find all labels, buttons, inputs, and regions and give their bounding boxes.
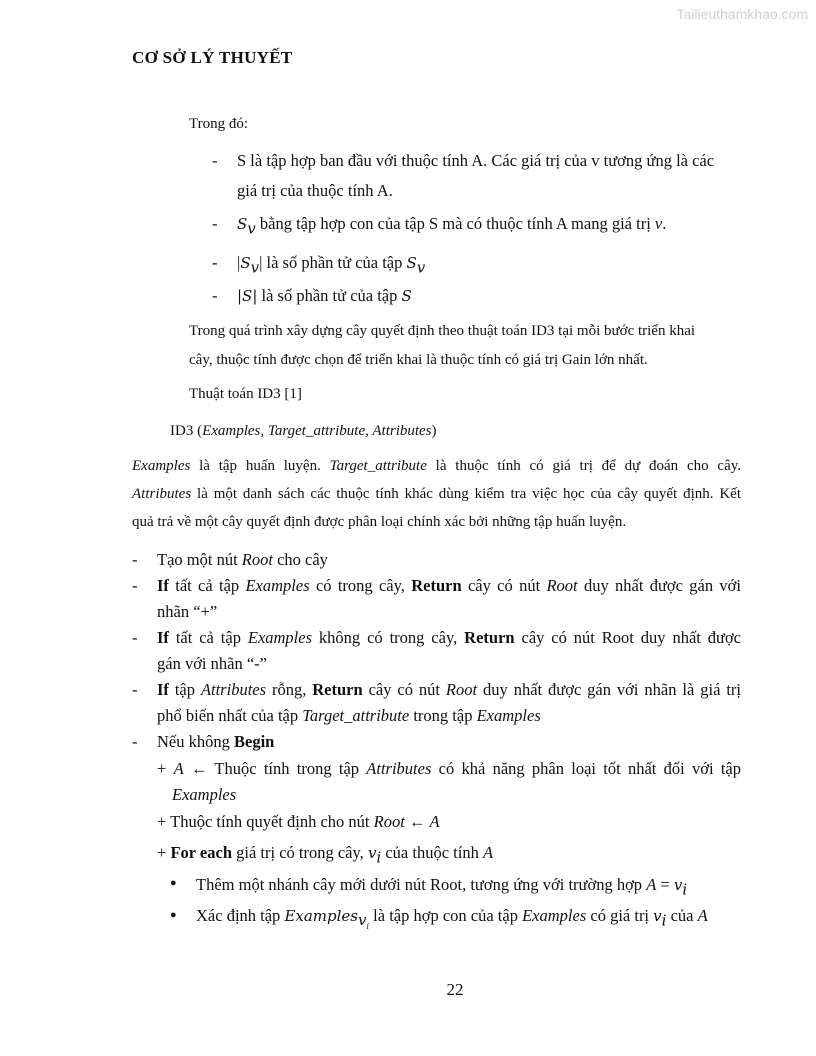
sub-vi: vi xyxy=(358,911,370,932)
step-dash: - xyxy=(132,628,138,647)
definition-text: là số phần tử của tập xyxy=(262,253,407,272)
definition-abs-sv xyxy=(237,253,425,276)
list-dash: - xyxy=(212,286,218,305)
list-dash: - xyxy=(212,253,218,272)
definition-text: bằng tập hợp con của tập S mà có thuộc tính A mang giá trị xyxy=(255,214,655,233)
step-if-attributes-empty: If tập Attributes rỗng, Return cây có nút Root duy nhất được gán với nhãn là giá trị xyxy=(157,680,741,699)
math-sub-v: v xyxy=(250,258,260,277)
page-number: 22 xyxy=(446,980,464,999)
math-sub-v: v xyxy=(416,258,426,277)
math-s: S xyxy=(406,254,417,272)
intro-text: Trong đó: xyxy=(189,116,249,132)
paragraph-line2: cây, thuộc tính được chọn để triển khai là thuộc tính có giá trị Gain lớn nhất. xyxy=(189,352,648,368)
section-heading: CƠ SỞ LÝ THUYẾT xyxy=(132,48,293,67)
algorithm-title: Thuật toán ID3 [1] xyxy=(189,386,302,402)
description-line3: quả trả về một cây quyết định được phân loại chính xác bởi những tập huấn luyện. xyxy=(132,514,627,530)
list-dash: - xyxy=(212,214,218,233)
math-s: S xyxy=(401,287,412,305)
math-abs-s: |S| xyxy=(237,287,258,305)
substep-for-each: + For each giá trị có trong cây, $v_i$ của thuộc tính A xyxy=(157,843,494,867)
step-dash: - xyxy=(132,680,138,699)
abs-bar: | xyxy=(259,253,263,272)
algorithm-signature xyxy=(170,423,437,440)
step-dash: - xyxy=(132,576,138,595)
period: . xyxy=(662,214,667,233)
step-if-negative-line2: gán với nhãn “-” xyxy=(157,654,267,673)
bullet-icon: ● xyxy=(170,909,177,921)
step-if-negative: If tất cả tập Examples không có trong cây, Return cây có nút Root duy nhất được xyxy=(157,628,742,647)
step-dash: - xyxy=(132,732,138,751)
bullet-add-branch: Thêm một nhánh cây mới dưới nút Root, tương ứng với trường hợp $A = v_i$ xyxy=(196,875,688,899)
substep-choose-attribute-line2: Examples xyxy=(172,785,237,804)
signature-close: ) xyxy=(431,423,437,439)
substep-choose-attribute: + A ← Thuộc tính trong tập Attributes có khả năng phân loại tốt nhất đối với tập xyxy=(157,759,741,778)
description-line1: Examples là tập huấn luyện. Target_attribute là thuộc tính có giá trị để dự đoán cho cây. xyxy=(132,458,741,474)
bullet-examples-subset: Xác định tập Examples$_{v_i}$ là tập hợp con của tập Examples có giá trị $v_i$ của A xyxy=(196,906,708,932)
bullet-icon: ● xyxy=(170,877,177,889)
abs-bar: | xyxy=(237,253,241,272)
definition-text: là số phần tử của tập xyxy=(257,286,402,305)
math-sub-v: v xyxy=(247,219,256,238)
math-v: v xyxy=(654,214,663,233)
definition-s-line1: S là tập hợp ban đầu với thuộc tính A. Các giá trị của v tương ứng là các xyxy=(237,151,715,170)
definition-sv xyxy=(237,214,666,237)
step-if-positive-line2: nhãn “+” xyxy=(157,602,218,621)
paragraph-line1: Trong quá trình xây dựng cây quyết định theo thuật toán ID3 tại mỗi bước triển khai xyxy=(189,323,696,339)
substep-decision-attribute: + Thuộc tính quyết định cho nút Root ← A xyxy=(157,812,440,831)
step-create-root: Tạo một nút Root cho cây xyxy=(157,550,328,569)
definition-abs-s xyxy=(237,286,412,306)
description-line2: Attributes là một danh sách các thuộc tính khác dùng kiểm tra việc học của cây quyết định. Kết xyxy=(132,486,741,502)
step-if-positive: If tất cả tập Examples có trong cây, Return cây có nút Root duy nhất được gán với xyxy=(157,576,741,595)
signature-name: ID3 ( xyxy=(170,423,203,439)
math-s: S xyxy=(237,215,248,233)
step-if-attributes-empty-line2: phổ biến nhất của tập Target_attribute trong tập Examples xyxy=(157,706,541,725)
step-dash: - xyxy=(132,550,138,569)
list-dash: - xyxy=(212,151,218,170)
step-else-begin: Nếu không Begin xyxy=(157,732,275,751)
signature-args: Examples, Target_attribute, Attributes xyxy=(202,423,432,439)
math-s: S xyxy=(240,254,251,272)
watermark: Tailieuthamkhao.com xyxy=(676,6,808,22)
definition-s-line2: giá trị của thuộc tính A. xyxy=(237,181,393,200)
